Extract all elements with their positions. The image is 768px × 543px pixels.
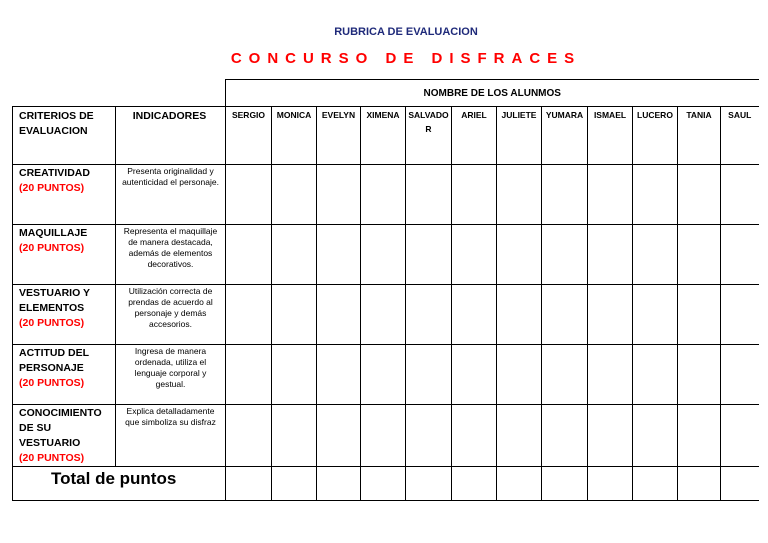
student-name: YUMARA <box>545 110 584 120</box>
student-name: ISMAEL <box>593 110 627 120</box>
criterion-cell <box>13 225 116 285</box>
indicator-text: Presenta originalidad y autenticidad el personaje. <box>122 166 219 187</box>
criterion-cell <box>13 345 116 405</box>
score-cell[interactable] <box>361 285 406 345</box>
criterion-row <box>13 285 759 345</box>
criteria-header-label: CRITERIOS DE EVALUACION <box>19 110 94 137</box>
score-cell[interactable] <box>226 165 272 225</box>
score-cell[interactable] <box>633 285 678 345</box>
score-cell[interactable] <box>497 345 542 405</box>
score-cell[interactable] <box>678 285 721 345</box>
score-cell[interactable] <box>406 225 452 285</box>
score-cell[interactable] <box>272 165 317 225</box>
score-cell[interactable] <box>226 225 272 285</box>
score-cell[interactable] <box>542 165 588 225</box>
indicator-text: Representa el maquillaje de manera destacada, además de elementos decorativos. <box>123 226 218 269</box>
student-name: JULIETE <box>501 110 537 120</box>
student-name: SAUL <box>728 110 752 120</box>
criterion-row <box>13 345 759 405</box>
score-cell[interactable] <box>497 225 542 285</box>
criteria-header <box>13 107 116 165</box>
criterion-points: (20 PUNTOS) <box>19 242 85 254</box>
indicator-cell <box>116 165 226 225</box>
score-cell[interactable] <box>452 225 497 285</box>
students-group-header: NOMBRE DE LOS ALUNMOS <box>226 80 759 107</box>
student-name: SERGIO <box>231 110 266 120</box>
score-cell[interactable] <box>542 405 588 467</box>
student-header <box>721 107 759 165</box>
score-cell[interactable] <box>406 405 452 467</box>
score-cell[interactable] <box>542 345 588 405</box>
indicator-cell <box>116 225 226 285</box>
criterion-name: CREATIVIDAD <box>19 167 90 179</box>
student-header <box>452 107 497 165</box>
total-cell[interactable] <box>588 467 633 501</box>
score-cell[interactable] <box>272 285 317 345</box>
score-cell[interactable] <box>721 225 759 285</box>
contest-title: CONCURSO DE DISFRACES <box>230 50 582 67</box>
score-cell[interactable] <box>361 225 406 285</box>
total-cell[interactable] <box>678 467 721 501</box>
total-row <box>13 467 759 501</box>
student-header <box>542 107 588 165</box>
score-cell[interactable] <box>721 285 759 345</box>
total-cell[interactable] <box>317 467 361 501</box>
score-cell[interactable] <box>452 345 497 405</box>
total-cell[interactable] <box>406 467 452 501</box>
indicator-text: Explica detalladamente que simboliza su disfraz <box>125 406 216 427</box>
criterion-name: ACTITUD DEL PERSONAJE <box>19 347 89 374</box>
student-name: LUCERO <box>637 110 673 120</box>
student-name: XIMENA <box>366 110 400 120</box>
score-cell[interactable] <box>633 405 678 467</box>
criterion-name: CONOCIMIENTO DE SU VESTUARIO <box>19 407 102 449</box>
criterion-points: (20 PUNTOS) <box>19 182 85 194</box>
student-name: TANIA <box>686 110 712 120</box>
score-cell[interactable] <box>317 225 361 285</box>
criterion-points: (20 PUNTOS) <box>19 452 85 464</box>
criterion-cell <box>13 405 116 467</box>
student-name: EVELYN <box>321 110 356 120</box>
student-header <box>497 107 542 165</box>
criterion-cell <box>13 165 116 225</box>
score-cell[interactable] <box>317 285 361 345</box>
score-cell[interactable] <box>588 405 633 467</box>
total-cell[interactable] <box>497 467 542 501</box>
total-cell[interactable] <box>542 467 588 501</box>
score-cell[interactable] <box>406 285 452 345</box>
total-cell[interactable] <box>633 467 678 501</box>
student-name: ARIEL <box>461 110 487 120</box>
total-cell[interactable] <box>272 467 317 501</box>
score-cell[interactable] <box>678 405 721 467</box>
score-cell[interactable] <box>272 225 317 285</box>
criterion-points: (20 PUNTOS) <box>19 377 85 389</box>
indicator-cell <box>116 285 226 345</box>
score-cell[interactable] <box>361 345 406 405</box>
score-cell[interactable] <box>452 405 497 467</box>
score-cell[interactable] <box>588 285 633 345</box>
score-cell[interactable] <box>226 405 272 467</box>
empty-corner <box>13 80 226 107</box>
score-cell[interactable] <box>317 165 361 225</box>
rubric-table <box>12 79 759 501</box>
indicator-text: Ingresa de manera ordenada, utiliza el lenguaje corporal y gestual. <box>134 346 207 389</box>
score-cell[interactable] <box>317 405 361 467</box>
score-cell[interactable] <box>542 285 588 345</box>
student-header <box>317 107 361 165</box>
criterion-name: VESTUARIO Y ELEMENTOS <box>19 287 90 314</box>
score-cell[interactable] <box>721 345 759 405</box>
total-label: Total de puntos <box>51 469 177 488</box>
student-header <box>226 107 272 165</box>
indicator-cell <box>116 405 226 467</box>
indicators-header <box>116 107 226 165</box>
indicators-header-label: INDICADORES <box>132 110 207 122</box>
score-cell[interactable] <box>361 405 406 467</box>
score-cell[interactable] <box>588 345 633 405</box>
student-name: SALVADOR <box>408 110 449 134</box>
criterion-cell <box>13 285 116 345</box>
score-cell[interactable] <box>542 225 588 285</box>
score-cell[interactable] <box>361 165 406 225</box>
total-cell[interactable] <box>226 467 272 501</box>
total-cell[interactable] <box>452 467 497 501</box>
score-cell[interactable] <box>317 345 361 405</box>
total-cell[interactable] <box>721 467 759 501</box>
score-cell[interactable] <box>721 165 759 225</box>
score-cell[interactable] <box>633 345 678 405</box>
score-cell[interactable] <box>226 285 272 345</box>
total-label-cell <box>13 467 226 501</box>
score-cell[interactable] <box>497 285 542 345</box>
criterion-row <box>13 405 759 467</box>
indicator-cell <box>116 345 226 405</box>
score-cell[interactable] <box>497 405 542 467</box>
student-name: MONICA <box>276 110 312 120</box>
total-cell[interactable] <box>361 467 406 501</box>
criterion-points: (20 PUNTOS) <box>19 317 85 329</box>
score-cell[interactable] <box>678 165 721 225</box>
score-cell[interactable] <box>588 165 633 225</box>
score-cell[interactable] <box>497 165 542 225</box>
score-cell[interactable] <box>588 225 633 285</box>
criterion-row <box>13 225 759 285</box>
score-cell[interactable] <box>678 345 721 405</box>
score-cell[interactable] <box>452 285 497 345</box>
indicator-text: Utilización correcta de prendas de acuerdo al personaje y demás accesorios. <box>128 286 213 329</box>
score-cell[interactable] <box>272 345 317 405</box>
student-header <box>633 107 678 165</box>
score-cell[interactable] <box>406 165 452 225</box>
score-cell[interactable] <box>452 165 497 225</box>
score-cell[interactable] <box>272 405 317 467</box>
student-header <box>678 107 721 165</box>
score-cell[interactable] <box>633 165 678 225</box>
score-cell[interactable] <box>406 345 452 405</box>
student-header <box>588 107 633 165</box>
score-cell[interactable] <box>633 225 678 285</box>
student-header <box>406 107 452 165</box>
score-cell[interactable] <box>226 345 272 405</box>
rubric-title: RUBRICA DE EVALUACION <box>334 26 478 38</box>
score-cell[interactable] <box>721 405 759 467</box>
student-header <box>272 107 317 165</box>
student-header <box>361 107 406 165</box>
criterion-row <box>13 165 759 225</box>
score-cell[interactable] <box>678 225 721 285</box>
criterion-name: MAQUILLAJE <box>19 227 88 239</box>
